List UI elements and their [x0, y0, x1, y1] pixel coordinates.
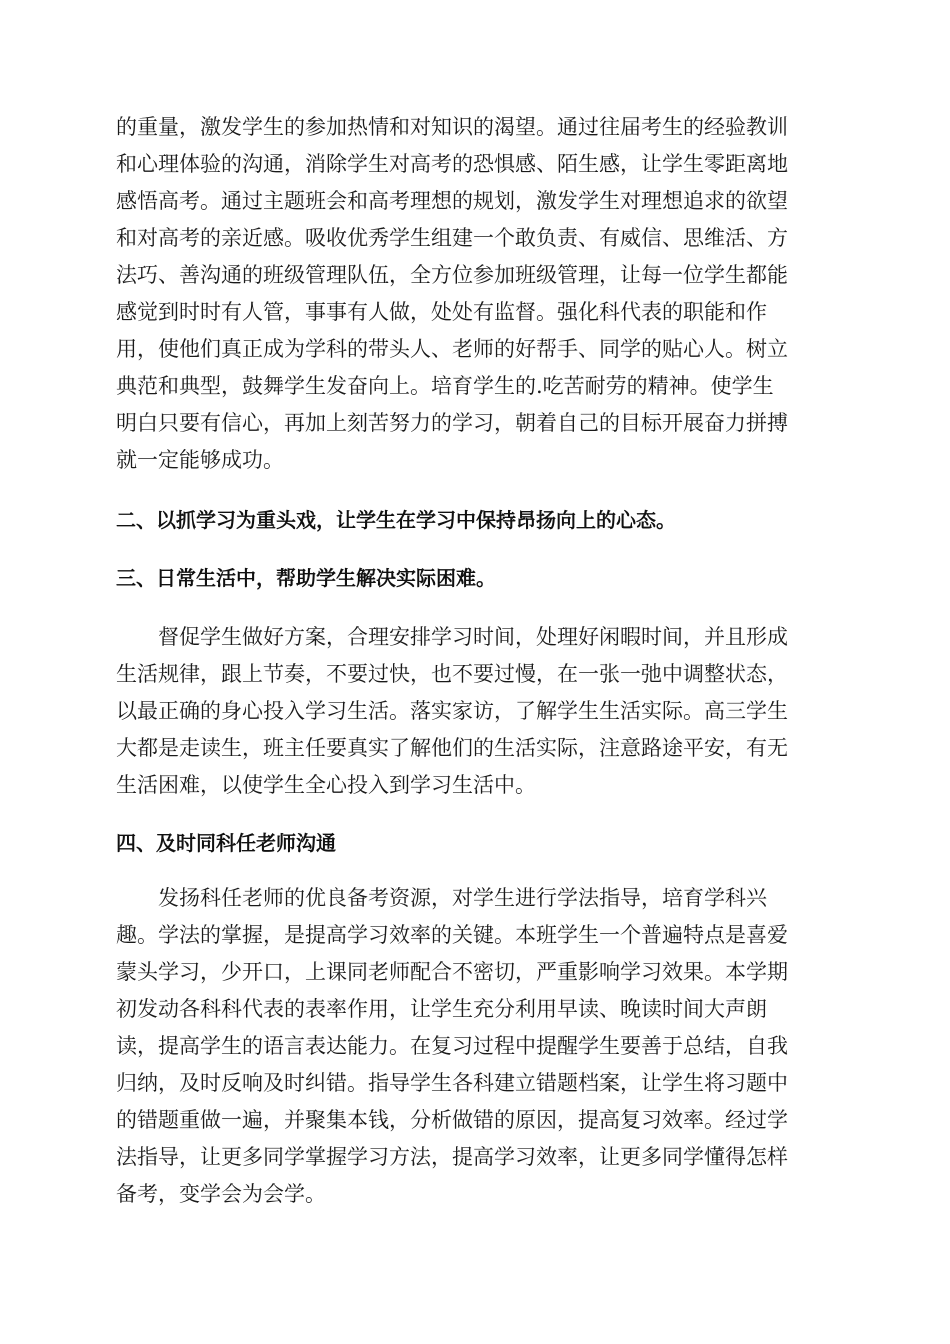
paragraph-1-line: 就一定能够成功。	[116, 448, 284, 472]
paragraph-4-line: 归纳，及时反响及时纠错。指导学生各科建立错题档案，让学生将习题中	[116, 1071, 788, 1095]
paragraph-1-line: 和心理体验的沟通，消除学生对高考的恐惧感、陌生感，让学生零距离地	[116, 152, 788, 176]
paragraph-1-line: 典范和典型，鼓舞学生发奋向上。培育学生的.吃苦耐劳的精神。使学生	[116, 374, 774, 398]
paragraph-1-line: 感觉到时时有人管，事事有人做，处处有监督。强化科代表的职能和作	[116, 300, 767, 324]
paragraph-4-line: 初发动各科科代表的表率作用，让学生充分利用早读、晚读时间大声朗	[116, 997, 767, 1021]
section-heading-3: 三、日常生活中，帮助学生解决实际困难。	[116, 566, 496, 590]
paragraph-3-line: 生活困难，以使学生全心投入到学习生活中。	[116, 773, 536, 797]
paragraph-4-line: 法指导，让更多同学掌握学习方法，提高学习效率，让更多同学懂得怎样	[116, 1145, 788, 1169]
paragraph-3-line: 以最正确的身心投入学习生活。落实家访，了解学生生活实际。高三学生	[116, 699, 788, 723]
paragraph-1-line: 感悟高考。通过主题班会和高考理想的规划，激发学生对理想追求的欲望	[116, 189, 788, 213]
paragraph-4-line: 的错题重做一遍，并聚集本钱，分析做错的原因，提高复习效率。经过学	[116, 1108, 788, 1132]
paragraph-4-line: 趣。学法的掌握，是提高学习效率的关键。本班学生一个普遍特点是喜爱	[116, 923, 788, 947]
paragraph-1-line: 明白只要有信心，再加上刻苦努力的学习，朝着自己的目标开展奋力拼搏	[116, 411, 788, 435]
paragraph-4-line: 发扬科任老师的优良备考资源，对学生进行学法指导，培育学科兴	[158, 886, 767, 910]
paragraph-3-line: 大都是走读生，班主任要真实了解他们的生活实际，注意路途平安，有无	[116, 736, 788, 760]
section-heading-4: 四、及时同科任老师沟通	[116, 831, 336, 855]
paragraph-3-line: 督促学生做好方案，合理安排学习时间，处理好闲暇时间，并且形成	[158, 625, 788, 649]
paragraph-4-line: 读，提高学生的语言表达能力。在复习过程中提醒学生要善于总结，自我	[116, 1034, 788, 1058]
paragraph-1-line: 用，使他们真正成为学科的带头人、老师的好帮手、同学的贴心人。树立	[116, 337, 788, 361]
paragraph-4-line: 备考，变学会为会学。	[116, 1182, 326, 1206]
paragraph-3-line: 生活规律，跟上节奏，不要过快，也不要过慢，在一张一弛中调整状态，	[116, 662, 788, 686]
section-heading-2: 二、以抓学习为重头戏，让学生在学习中保持昂扬向上的心态。	[116, 508, 676, 532]
paragraph-1-line: 的重量，激发学生的参加热情和对知识的渴望。通过往届考生的经验教训	[116, 115, 788, 139]
paragraph-1-line: 和对高考的亲近感。吸收优秀学生组建一个敢负责、有威信、思维活、方	[116, 226, 788, 250]
paragraph-1-line: 法巧、善沟通的班级管理队伍，全方位参加班级管理，让每一位学生都能	[116, 263, 788, 287]
paragraph-4-line: 蒙头学习，少开口，上课同老师配合不密切，严重影响学习效果。本学期	[116, 960, 788, 984]
